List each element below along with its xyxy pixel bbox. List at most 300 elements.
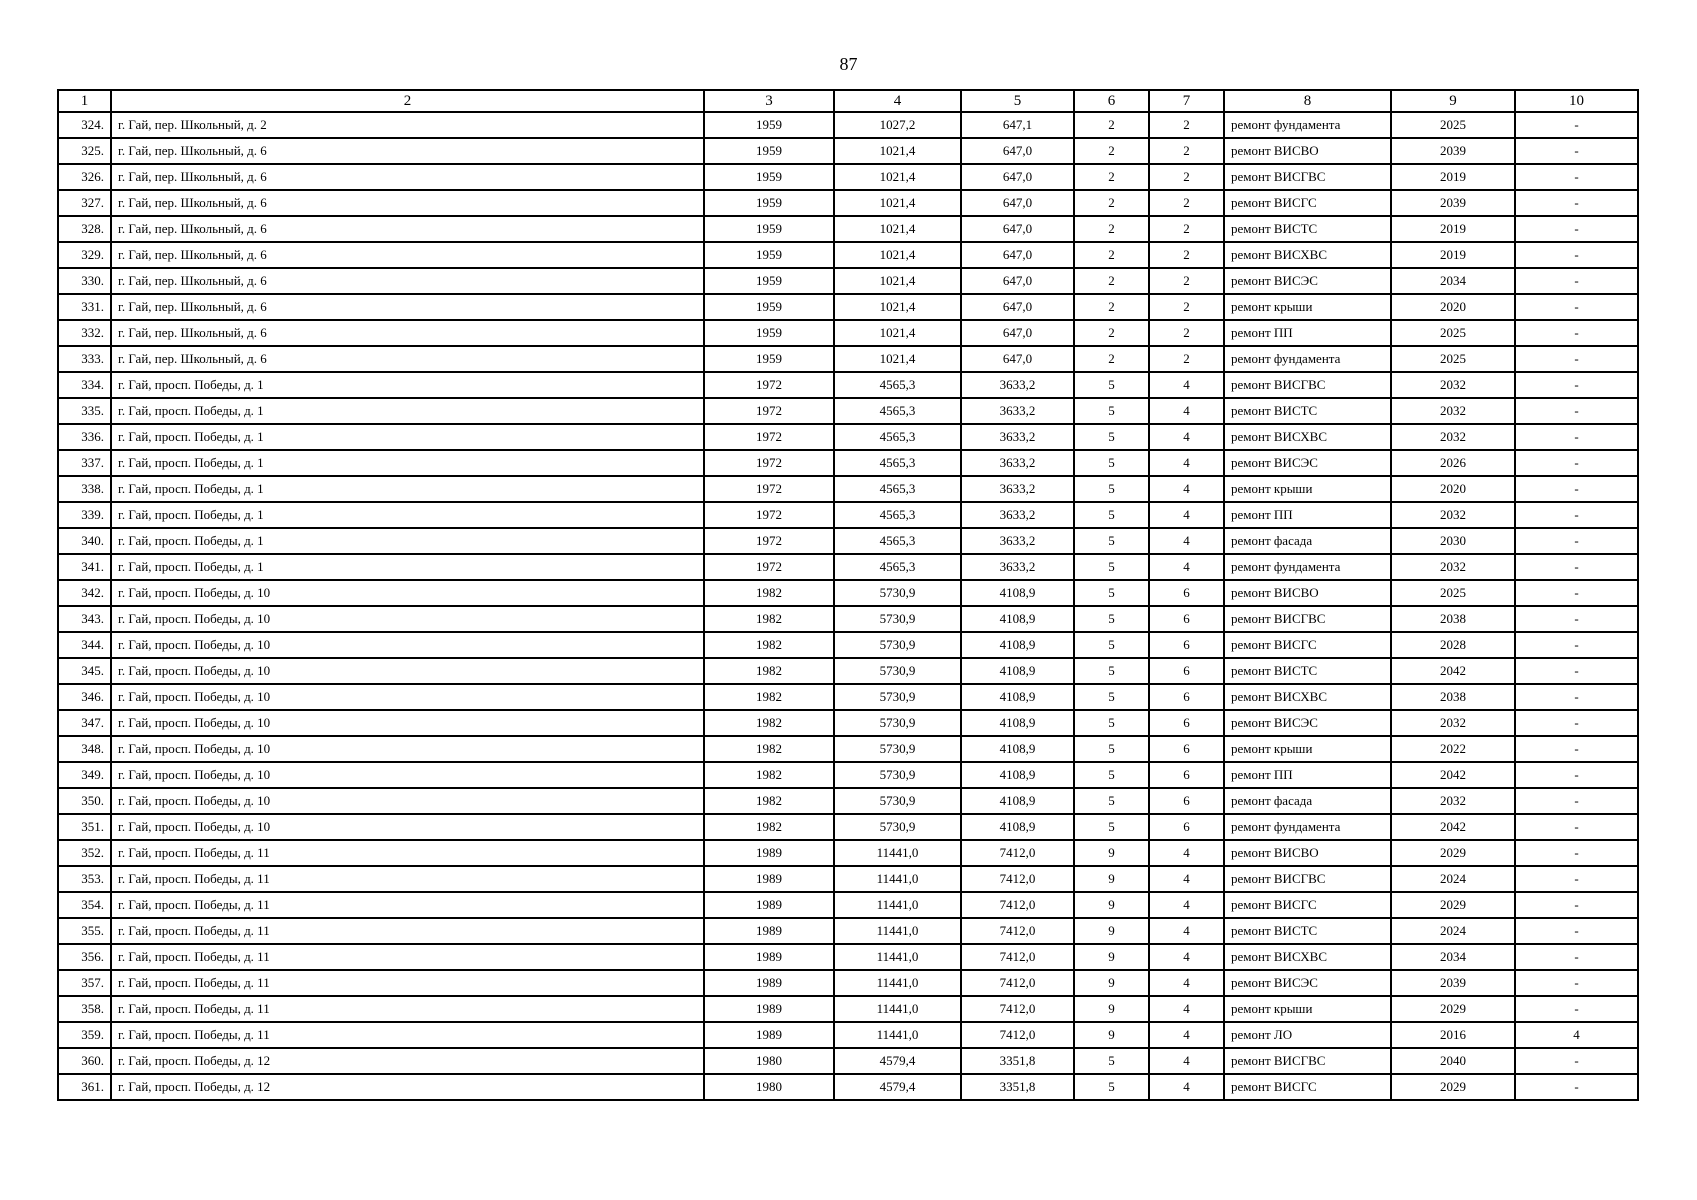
address-cell: г. Гай, просп. Победы, д. 10 [111,788,704,814]
floors-cell: 5 [1074,684,1149,710]
plan-year-cell: 2025 [1391,112,1515,138]
plan-year-cell: 2029 [1391,840,1515,866]
extra-value-cell: - [1515,424,1638,450]
column-header-4: 4 [834,90,961,112]
work-type-cell: ремонт ВИСВО [1224,840,1391,866]
plan-year-cell: 2022 [1391,736,1515,762]
floors-cell: 5 [1074,502,1149,528]
year-built-cell: 1982 [704,736,834,762]
total-area-cell: 4565,3 [834,476,961,502]
work-type-cell: ремонт ВИСГВС [1224,164,1391,190]
plan-year-cell: 2034 [1391,268,1515,294]
floors-cell: 2 [1074,268,1149,294]
address-cell: г. Гай, пер. Школьный, д. 6 [111,320,704,346]
extra-value-cell: - [1515,294,1638,320]
address-cell: г. Гай, пер. Школьный, д. 2 [111,112,704,138]
living-area-cell: 647,0 [961,320,1074,346]
floors-cell: 5 [1074,476,1149,502]
data-table [57,89,1639,1101]
total-area-cell: 1021,4 [834,216,961,242]
total-area-cell: 1021,4 [834,294,961,320]
row-number-cell: 354. [58,892,111,918]
entrances-cell: 4 [1149,372,1224,398]
table-row [58,554,1638,580]
work-type-cell: ремонт ВИСГС [1224,190,1391,216]
row-number-cell: 334. [58,372,111,398]
table-row [58,502,1638,528]
year-built-cell: 1982 [704,710,834,736]
table-row [58,918,1638,944]
address-cell: г. Гай, просп. Победы, д. 10 [111,658,704,684]
table-row [58,970,1638,996]
row-number-cell: 349. [58,762,111,788]
address-cell: г. Гай, просп. Победы, д. 11 [111,944,704,970]
year-built-cell: 1980 [704,1074,834,1100]
year-built-cell: 1972 [704,476,834,502]
address-cell: г. Гай, просп. Победы, д. 10 [111,580,704,606]
plan-year-cell: 2039 [1391,138,1515,164]
table-row [58,450,1638,476]
row-number-cell: 360. [58,1048,111,1074]
work-type-cell: ремонт ВИСХВС [1224,242,1391,268]
total-area-cell: 1021,4 [834,268,961,294]
extra-value-cell: - [1515,216,1638,242]
entrances-cell: 4 [1149,970,1224,996]
row-number-cell: 339. [58,502,111,528]
living-area-cell: 4108,9 [961,632,1074,658]
floors-cell: 2 [1074,294,1149,320]
table-row [58,138,1638,164]
extra-value-cell: - [1515,762,1638,788]
entrances-cell: 2 [1149,320,1224,346]
entrances-cell: 2 [1149,346,1224,372]
extra-value-cell: - [1515,528,1638,554]
year-built-cell: 1989 [704,944,834,970]
work-type-cell: ремонт ВИСЭС [1224,970,1391,996]
extra-value-cell: - [1515,138,1638,164]
total-area-cell: 11441,0 [834,944,961,970]
total-area-cell: 5730,9 [834,632,961,658]
work-type-cell: ремонт ВИСТС [1224,216,1391,242]
year-built-cell: 1972 [704,372,834,398]
work-type-cell: ремонт фундамента [1224,814,1391,840]
address-cell: г. Гай, просп. Победы, д. 10 [111,606,704,632]
living-area-cell: 4108,9 [961,580,1074,606]
floors-cell: 5 [1074,788,1149,814]
year-built-cell: 1959 [704,216,834,242]
plan-year-cell: 2019 [1391,164,1515,190]
entrances-cell: 4 [1149,554,1224,580]
floors-cell: 5 [1074,424,1149,450]
row-number-cell: 355. [58,918,111,944]
plan-year-cell: 2024 [1391,918,1515,944]
address-cell: г. Гай, пер. Школьный, д. 6 [111,216,704,242]
extra-value-cell: - [1515,502,1638,528]
work-type-cell: ремонт фасада [1224,788,1391,814]
address-cell: г. Гай, просп. Победы, д. 12 [111,1048,704,1074]
address-cell: г. Гай, просп. Победы, д. 10 [111,710,704,736]
table-row [58,268,1638,294]
year-built-cell: 1982 [704,580,834,606]
address-cell: г. Гай, просп. Победы, д. 10 [111,736,704,762]
living-area-cell: 647,0 [961,346,1074,372]
living-area-cell: 3633,2 [961,528,1074,554]
table-row [58,658,1638,684]
work-type-cell: ремонт ВИСГС [1224,1074,1391,1100]
floors-cell: 5 [1074,814,1149,840]
row-number-cell: 353. [58,866,111,892]
address-cell: г. Гай, просп. Победы, д. 1 [111,450,704,476]
year-built-cell: 1982 [704,788,834,814]
entrances-cell: 4 [1149,996,1224,1022]
extra-value-cell: - [1515,190,1638,216]
address-cell: г. Гай, просп. Победы, д. 10 [111,632,704,658]
total-area-cell: 4579,4 [834,1074,961,1100]
year-built-cell: 1982 [704,606,834,632]
address-cell: г. Гай, просп. Победы, д. 11 [111,840,704,866]
row-number-cell: 327. [58,190,111,216]
floors-cell: 9 [1074,1022,1149,1048]
plan-year-cell: 2032 [1391,788,1515,814]
floors-cell: 9 [1074,944,1149,970]
year-built-cell: 1982 [704,684,834,710]
plan-year-cell: 2019 [1391,242,1515,268]
row-number-cell: 350. [58,788,111,814]
year-built-cell: 1959 [704,112,834,138]
plan-year-cell: 2016 [1391,1022,1515,1048]
address-cell: г. Гай, пер. Школьный, д. 6 [111,190,704,216]
living-area-cell: 3351,8 [961,1048,1074,1074]
living-area-cell: 7412,0 [961,892,1074,918]
entrances-cell: 4 [1149,450,1224,476]
address-cell: г. Гай, просп. Победы, д. 1 [111,502,704,528]
plan-year-cell: 2042 [1391,658,1515,684]
extra-value-cell: - [1515,1048,1638,1074]
plan-year-cell: 2038 [1391,684,1515,710]
table-row [58,346,1638,372]
address-cell: г. Гай, просп. Победы, д. 1 [111,528,704,554]
row-number-cell: 338. [58,476,111,502]
year-built-cell: 1982 [704,632,834,658]
address-cell: г. Гай, просп. Победы, д. 1 [111,398,704,424]
floors-cell: 2 [1074,216,1149,242]
entrances-cell: 4 [1149,944,1224,970]
entrances-cell: 2 [1149,190,1224,216]
row-number-cell: 358. [58,996,111,1022]
total-area-cell: 4565,3 [834,372,961,398]
total-area-cell: 11441,0 [834,918,961,944]
plan-year-cell: 2042 [1391,814,1515,840]
table-row [58,866,1638,892]
row-number-cell: 344. [58,632,111,658]
table-row [58,1022,1638,1048]
living-area-cell: 7412,0 [961,840,1074,866]
floors-cell: 5 [1074,632,1149,658]
year-built-cell: 1989 [704,892,834,918]
entrances-cell: 6 [1149,788,1224,814]
work-type-cell: ремонт ВИСГС [1224,892,1391,918]
plan-year-cell: 2029 [1391,892,1515,918]
extra-value-cell: - [1515,372,1638,398]
work-type-cell: ремонт крыши [1224,736,1391,762]
entrances-cell: 6 [1149,762,1224,788]
extra-value-cell: - [1515,112,1638,138]
floors-cell: 5 [1074,580,1149,606]
extra-value-cell: - [1515,450,1638,476]
row-number-cell: 325. [58,138,111,164]
row-number-cell: 345. [58,658,111,684]
entrances-cell: 2 [1149,242,1224,268]
total-area-cell: 5730,9 [834,814,961,840]
entrances-cell: 4 [1149,892,1224,918]
entrances-cell: 6 [1149,736,1224,762]
extra-value-cell: - [1515,398,1638,424]
page-number: 87 [839,54,858,74]
year-built-cell: 1982 [704,814,834,840]
work-type-cell: ремонт ВИСТС [1224,918,1391,944]
table-row [58,944,1638,970]
work-type-cell: ремонт ЛО [1224,1022,1391,1048]
living-area-cell: 647,0 [961,138,1074,164]
total-area-cell: 1021,4 [834,320,961,346]
extra-value-cell: - [1515,632,1638,658]
extra-value-cell: - [1515,554,1638,580]
work-type-cell: ремонт крыши [1224,476,1391,502]
living-area-cell: 647,1 [961,112,1074,138]
floors-cell: 9 [1074,892,1149,918]
row-number-cell: 356. [58,944,111,970]
extra-value-cell: - [1515,164,1638,190]
entrances-cell: 6 [1149,632,1224,658]
year-built-cell: 1982 [704,762,834,788]
work-type-cell: ремонт ПП [1224,762,1391,788]
year-built-cell: 1972 [704,502,834,528]
extra-value-cell: - [1515,1074,1638,1100]
table-row [58,1074,1638,1100]
work-type-cell: ремонт ВИСТС [1224,398,1391,424]
table-row [58,320,1638,346]
plan-year-cell: 2029 [1391,1074,1515,1100]
work-type-cell: ремонт ВИСХВС [1224,684,1391,710]
work-type-cell: ремонт ВИСГВС [1224,606,1391,632]
total-area-cell: 5730,9 [834,710,961,736]
table-row [58,216,1638,242]
extra-value-cell: - [1515,242,1638,268]
table-row [58,424,1638,450]
entrances-cell: 6 [1149,684,1224,710]
floors-cell: 2 [1074,190,1149,216]
work-type-cell: ремонт крыши [1224,294,1391,320]
work-type-cell: ремонт ВИСГВС [1224,1048,1391,1074]
table-row [58,996,1638,1022]
column-header-5: 5 [961,90,1074,112]
work-type-cell: ремонт ПП [1224,502,1391,528]
year-built-cell: 1989 [704,1022,834,1048]
year-built-cell: 1989 [704,840,834,866]
plan-year-cell: 2032 [1391,502,1515,528]
address-cell: г. Гай, просп. Победы, д. 12 [111,1074,704,1100]
total-area-cell: 4565,3 [834,502,961,528]
entrances-cell: 6 [1149,710,1224,736]
total-area-cell: 1021,4 [834,138,961,164]
living-area-cell: 3633,2 [961,450,1074,476]
plan-year-cell: 2028 [1391,632,1515,658]
living-area-cell: 4108,9 [961,606,1074,632]
column-header-3: 3 [704,90,834,112]
row-number-cell: 324. [58,112,111,138]
floors-cell: 2 [1074,346,1149,372]
table-row [58,242,1638,268]
plan-year-cell: 2032 [1391,398,1515,424]
table-row [58,606,1638,632]
address-cell: г. Гай, просп. Победы, д. 11 [111,996,704,1022]
table-row [58,528,1638,554]
total-area-cell: 1021,4 [834,190,961,216]
column-header-9: 9 [1391,90,1515,112]
plan-year-cell: 2038 [1391,606,1515,632]
floors-cell: 5 [1074,554,1149,580]
plan-year-cell: 2026 [1391,450,1515,476]
row-number-cell: 361. [58,1074,111,1100]
table-row [58,892,1638,918]
plan-year-cell: 2020 [1391,294,1515,320]
plan-year-cell: 2034 [1391,944,1515,970]
living-area-cell: 7412,0 [961,918,1074,944]
row-number-cell: 326. [58,164,111,190]
living-area-cell: 647,0 [961,268,1074,294]
total-area-cell: 11441,0 [834,892,961,918]
extra-value-cell: - [1515,840,1638,866]
entrances-cell: 6 [1149,580,1224,606]
extra-value-cell: - [1515,658,1638,684]
plan-year-cell: 2039 [1391,970,1515,996]
floors-cell: 9 [1074,866,1149,892]
row-number-cell: 348. [58,736,111,762]
entrances-cell: 4 [1149,1022,1224,1048]
work-type-cell: ремонт крыши [1224,996,1391,1022]
row-number-cell: 357. [58,970,111,996]
total-area-cell: 1021,4 [834,346,961,372]
work-type-cell: ремонт ВИСХВС [1224,424,1391,450]
plan-year-cell: 2032 [1391,710,1515,736]
living-area-cell: 647,0 [961,242,1074,268]
row-number-cell: 337. [58,450,111,476]
table-row [58,580,1638,606]
address-cell: г. Гай, пер. Школьный, д. 6 [111,242,704,268]
address-cell: г. Гай, пер. Школьный, д. 6 [111,346,704,372]
header-row [58,90,1638,112]
table-row [58,814,1638,840]
row-number-cell: 332. [58,320,111,346]
total-area-cell: 4565,3 [834,554,961,580]
address-cell: г. Гай, пер. Школьный, д. 6 [111,138,704,164]
total-area-cell: 11441,0 [834,866,961,892]
year-built-cell: 1980 [704,1048,834,1074]
year-built-cell: 1959 [704,320,834,346]
floors-cell: 5 [1074,762,1149,788]
extra-value-cell: - [1515,476,1638,502]
column-header-6: 6 [1074,90,1149,112]
total-area-cell: 4579,4 [834,1048,961,1074]
floors-cell: 5 [1074,1048,1149,1074]
column-header-1: 1 [58,90,111,112]
table-row [58,632,1638,658]
table-row [58,840,1638,866]
year-built-cell: 1959 [704,190,834,216]
table-body [58,112,1638,1100]
work-type-cell: ремонт фундамента [1224,112,1391,138]
total-area-cell: 4565,3 [834,424,961,450]
entrances-cell: 6 [1149,814,1224,840]
floors-cell: 5 [1074,398,1149,424]
total-area-cell: 5730,9 [834,788,961,814]
entrances-cell: 4 [1149,502,1224,528]
floors-cell: 5 [1074,528,1149,554]
year-built-cell: 1972 [704,554,834,580]
total-area-cell: 11441,0 [834,970,961,996]
work-type-cell: ремонт ВИСГС [1224,632,1391,658]
table-row [58,476,1638,502]
year-built-cell: 1972 [704,450,834,476]
entrances-cell: 4 [1149,528,1224,554]
extra-value-cell: - [1515,970,1638,996]
living-area-cell: 3351,8 [961,1074,1074,1100]
total-area-cell: 11441,0 [834,1022,961,1048]
living-area-cell: 4108,9 [961,710,1074,736]
address-cell: г. Гай, просп. Победы, д. 1 [111,424,704,450]
year-built-cell: 1959 [704,242,834,268]
address-cell: г. Гай, просп. Победы, д. 11 [111,918,704,944]
entrances-cell: 6 [1149,658,1224,684]
extra-value-cell: - [1515,996,1638,1022]
floors-cell: 9 [1074,970,1149,996]
living-area-cell: 3633,2 [961,372,1074,398]
entrances-cell: 4 [1149,1048,1224,1074]
total-area-cell: 4565,3 [834,528,961,554]
row-number-cell: 333. [58,346,111,372]
row-number-cell: 342. [58,580,111,606]
work-type-cell: ремонт ВИСЭС [1224,450,1391,476]
table-row [58,710,1638,736]
entrances-cell: 6 [1149,606,1224,632]
living-area-cell: 3633,2 [961,476,1074,502]
year-built-cell: 1959 [704,138,834,164]
extra-value-cell: - [1515,580,1638,606]
total-area-cell: 5730,9 [834,762,961,788]
row-number-cell: 335. [58,398,111,424]
year-built-cell: 1959 [704,294,834,320]
table-row [58,684,1638,710]
plan-year-cell: 2025 [1391,580,1515,606]
living-area-cell: 3633,2 [961,554,1074,580]
floors-cell: 2 [1074,112,1149,138]
year-built-cell: 1972 [704,398,834,424]
address-cell: г. Гай, пер. Школьный, д. 6 [111,268,704,294]
table-row [58,398,1638,424]
entrances-cell: 4 [1149,1074,1224,1100]
living-area-cell: 3633,2 [961,502,1074,528]
row-number-cell: 343. [58,606,111,632]
total-area-cell: 1021,4 [834,242,961,268]
address-cell: г. Гай, просп. Победы, д. 11 [111,892,704,918]
total-area-cell: 5730,9 [834,580,961,606]
living-area-cell: 4108,9 [961,658,1074,684]
entrances-cell: 2 [1149,294,1224,320]
entrances-cell: 2 [1149,112,1224,138]
plan-year-cell: 2025 [1391,346,1515,372]
plan-year-cell: 2020 [1391,476,1515,502]
entrances-cell: 2 [1149,164,1224,190]
